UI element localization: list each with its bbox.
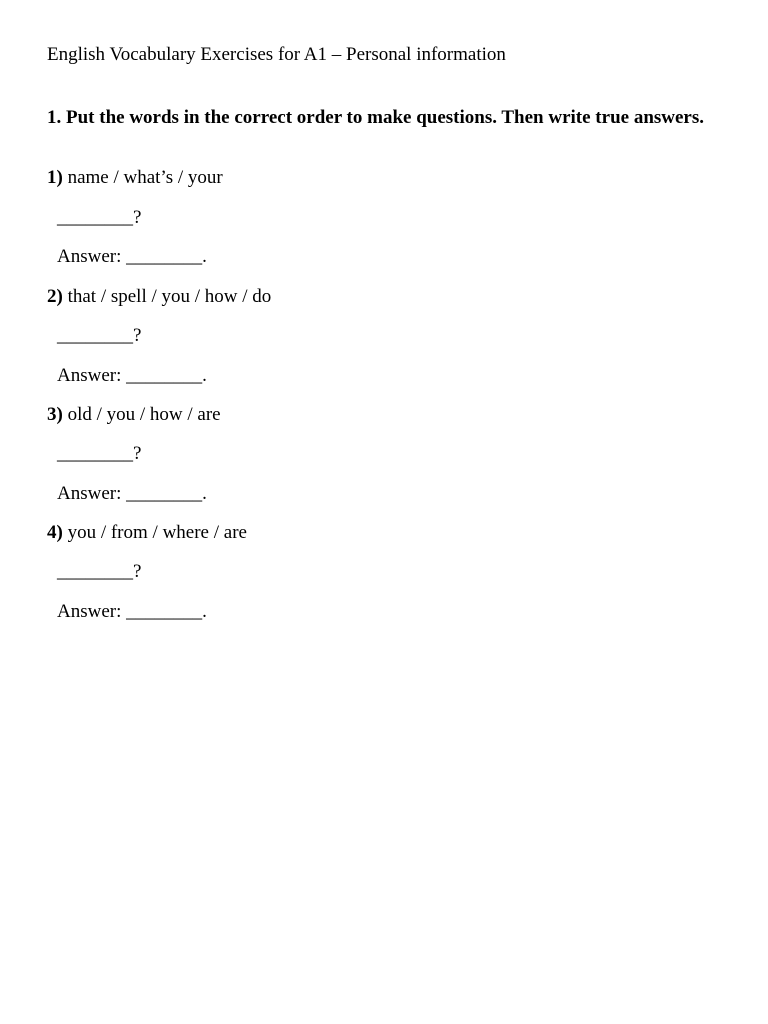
- item-number: 4): [47, 522, 63, 543]
- exercise-item-2-words: [47, 286, 271, 308]
- scrambled-words: you / from / where / are: [67, 522, 247, 543]
- exercise-item-4-question-blank: ________?: [57, 561, 142, 582]
- exercise-item-1-words: [47, 167, 223, 189]
- exercise-item-4-words: [47, 522, 247, 544]
- exercise-item-4-answer-line: Answer: ________.: [57, 601, 207, 622]
- exercise-item-3-words: [47, 404, 221, 426]
- exercise-item-1-question-blank: ________?: [57, 207, 142, 228]
- exercise-item-2-answer-line: Answer: ________.: [57, 365, 207, 386]
- scrambled-words: name / what’s / your: [67, 167, 223, 188]
- exercise-item-2-question-blank: ________?: [57, 325, 142, 346]
- scrambled-words: that / spell / you / how / do: [67, 286, 272, 307]
- item-number: 3): [47, 404, 63, 425]
- exercise-item-3-question-blank: ________?: [57, 443, 142, 464]
- scrambled-words: old / you / how / are: [67, 404, 221, 425]
- document-title: English Vocabulary Exercises for A1 – Personal information: [47, 44, 506, 65]
- exercise-item-1-answer-line: Answer: ________.: [57, 246, 207, 267]
- item-number: 1): [47, 167, 63, 188]
- item-number: 2): [47, 286, 63, 307]
- exercise-instruction: 1. Put the words in the correct order to make questions. Then write true answers.: [47, 107, 705, 128]
- exercise-item-3-answer-line: Answer: ________.: [57, 483, 207, 504]
